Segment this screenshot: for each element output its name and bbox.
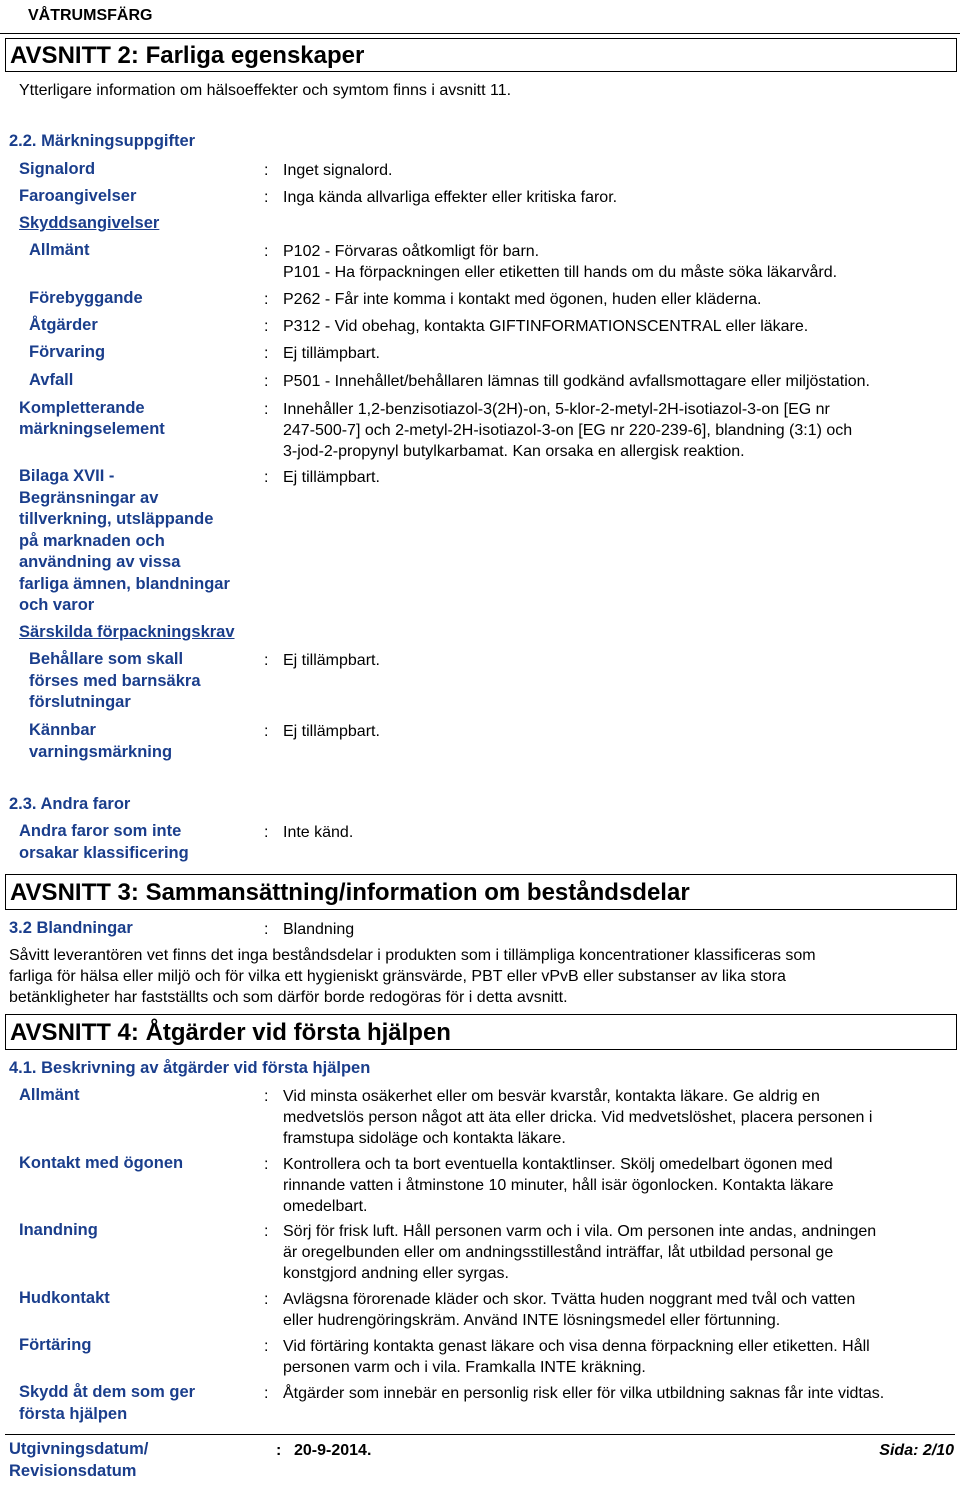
colon: : xyxy=(264,652,269,669)
label-kompletterande-1: Kompletterande xyxy=(19,399,145,417)
subheading-2-3: 2.3. Andra faror xyxy=(9,795,131,813)
value-line: Vid minsta osäkerhet eller om besvär kvarstår, kontakta läkare. Ge aldrig en xyxy=(283,1088,820,1105)
value-fortaring xyxy=(283,1336,870,1378)
section-2-header xyxy=(5,38,957,72)
colon: : xyxy=(264,469,269,486)
section-2-note: Ytterligare information om hälsoeffekter och symtom finns i avsnitt 11. xyxy=(19,82,512,99)
value-avfall: P501 - Innehållet/behållaren lämnas till godkänd avfallsmottagare eller miljöstation. xyxy=(283,373,870,390)
value-line: medvetslös person något att äta eller dricka. Vid medvetslöshet, placera personen i xyxy=(283,1109,873,1126)
label-line: farliga ämnen, blandningar xyxy=(19,574,230,593)
colon: : xyxy=(264,1385,269,1402)
label-forebyggande: Förebyggande xyxy=(29,289,143,307)
label-sarskilda-forpackningskrav: Särskilda förpackningskrav xyxy=(19,623,235,641)
label-behallare xyxy=(29,649,201,714)
label-line: användning av vissa xyxy=(19,553,181,571)
footer-label-line: Utgivningsdatum/ xyxy=(9,1440,149,1458)
value-allmant-1: P102 - Förvaras oåtkomligt för barn. xyxy=(283,243,540,260)
colon: : xyxy=(264,318,269,335)
value-hudkontakt xyxy=(283,1289,855,1331)
label-inandning: Inandning xyxy=(19,1221,98,1239)
value-line: omedelbart. xyxy=(283,1198,368,1215)
section-4-title: AVSNITT 4: Åtgärder vid första hjälpen xyxy=(10,1019,451,1046)
product-name: VÅTRUMSFÄRG xyxy=(28,7,153,24)
colon: : xyxy=(276,1442,282,1459)
label-line: och varor xyxy=(19,596,95,614)
paragraph-line: betänkligheter har fastställts och som därför borde redogöras för i detta avsnitt. xyxy=(9,989,568,1006)
value-line: personen varm och i vila. Framkalla INTE kräkning. xyxy=(283,1359,646,1376)
colon: : xyxy=(264,162,269,179)
value-atgarder: P312 - Vid obehag, kontakta GIFTINFORMATIONSCENTRAL eller läkare. xyxy=(283,318,809,335)
value-skydd-forsta-hjalpen: Åtgärder som innebär en personlig risk eller för vilka utbildning saknas får inte vidtas. xyxy=(283,1385,885,1402)
colon: : xyxy=(264,921,269,938)
value-line: konstgjord andning eller syrgas. xyxy=(283,1265,509,1282)
value-fh-allmant xyxy=(283,1086,872,1149)
label-kontakt-med-ogonen: Kontakt med ögonen xyxy=(19,1154,184,1172)
value-behallare: Ej tillämpbart. xyxy=(283,652,380,669)
label-kannbar xyxy=(29,720,172,763)
label-line: tillverkning, utsläppande xyxy=(19,510,214,528)
colon: : xyxy=(264,189,269,206)
colon: : xyxy=(264,824,269,841)
colon: : xyxy=(264,373,269,390)
label-line: på marknaden och xyxy=(19,531,165,550)
value-blandningar: Blandning xyxy=(283,921,355,938)
label-line: förslutningar xyxy=(29,693,131,711)
label-line: första hjälpen xyxy=(19,1404,128,1423)
paragraph-line: Såvitt leverantören vet finns det inga beståndsdelar i produkten som i tillämpliga koncentrationer klassificeras som xyxy=(9,947,816,964)
value-kompletterande-1: Innehåller 1,2-benzisotiazol-3(2H)-on, 5-klor-2-metyl-2H-isotiazol-3-on [EG nr xyxy=(283,401,830,418)
footer-label-line: Revisionsdatum xyxy=(9,1461,137,1480)
value-bilaga-xvii: Ej tillämpbart. xyxy=(283,469,380,486)
value-line: framstupa sidoläge och kontakta läkare. xyxy=(283,1130,566,1147)
label-forvaring: Förvaring xyxy=(29,343,106,361)
label-line: Behållare som skall xyxy=(29,650,184,668)
colon: : xyxy=(264,1156,269,1173)
label-line: förses med barnsäkra xyxy=(29,671,201,690)
value-kannbar: Ej tillämpbart. xyxy=(283,723,380,740)
subheading-2-2: 2.2. Märkningsuppgifter xyxy=(9,132,196,150)
value-line: är oregelbunden eller om andningsstillestånd inträffar, låt utbildad personal ge xyxy=(283,1244,834,1261)
colon: : xyxy=(264,723,269,740)
section-3-paragraph xyxy=(9,945,816,1008)
value-kompletterande-3: 3-jod-2-propynyl butylkarbamat. Kan orsaka en allergisk reaktion. xyxy=(283,443,745,460)
label-andra-faror xyxy=(19,821,189,864)
section-4-header xyxy=(5,1014,957,1050)
value-line: eller hudrengöringskräm. Använd INTE lösningsmedel eller förtunning. xyxy=(283,1312,781,1329)
label-signalord: Signalord xyxy=(19,160,96,178)
value-kompletterande-2: 247-500-7] och 2-metyl-2H-isotiazol-3-on [EG nr 220-239-6], blandning (3:1) och xyxy=(283,422,853,439)
value-line: Kontrollera och ta bort eventuella kontaktlinser. Skölj omedelbart ögonen med xyxy=(283,1156,833,1173)
value-signalord: Inget signalord. xyxy=(283,162,393,179)
footer-label xyxy=(9,1439,148,1482)
value-allmant-2: P101 - Ha förpackningen eller etiketten till hands om du måste söka läkarvård. xyxy=(283,264,838,281)
label-blandningar: 3.2 Blandningar xyxy=(9,919,133,937)
paragraph-line: farliga för hälsa eller miljö och för vilka ett hygieniskt gränsvärde, PBT eller vPvB eller substanser av lika stora xyxy=(9,968,786,985)
label-atgarder: Åtgärder xyxy=(29,316,98,334)
section-2-title: AVSNITT 2: Farliga egenskaper xyxy=(10,42,365,69)
value-line: Avlägsna förorenade kläder och skor. Tvätta huden noggrant med tvål och vatten xyxy=(283,1291,856,1308)
subheading-4-1: 4.1. Beskrivning av åtgärder vid första hjälpen xyxy=(9,1059,371,1077)
value-line: Sörj för frisk luft. Håll personen varm och i vila. Om personen inte andas, andningen xyxy=(283,1223,877,1240)
colon: : xyxy=(264,243,269,260)
value-line: rinnande vatten i åtminstone 10 minuter, håll isär ögonlocken. Kontakta läkare xyxy=(283,1177,834,1194)
label-line: Kännbar xyxy=(29,721,96,739)
section-3-title: AVSNITT 3: Sammansättning/information om beståndsdelar xyxy=(10,879,690,906)
value-forebyggande: P262 - Får inte komma i kontakt med ögonen, huden eller kläderna. xyxy=(283,291,762,308)
label-line: Bilaga XVII - xyxy=(19,467,115,485)
value-faroangivelser: Inga kända allvarliga effekter eller kritiska faror. xyxy=(283,189,618,206)
colon: : xyxy=(264,1291,269,1308)
label-skyddsangivelser: Skyddsangivelser xyxy=(19,214,160,232)
value-forvaring: Ej tillämpbart. xyxy=(283,345,380,362)
value-line: Vid förtäring kontakta genast läkare och visa denna förpackning eller etiketten. Håll xyxy=(283,1338,870,1355)
value-kontakt-med-ogonen xyxy=(283,1154,834,1217)
footer-page-number: Sida: 2/10 xyxy=(879,1442,954,1459)
colon: : xyxy=(264,401,269,418)
label-fortaring: Förtäring xyxy=(19,1336,92,1354)
label-bilaga-xvii xyxy=(19,466,230,617)
label-kompletterande-2: märkningselement xyxy=(19,420,165,438)
value-andra-faror: Inte känd. xyxy=(283,824,354,841)
label-line: Skydd åt dem som ger xyxy=(19,1383,196,1401)
label-faroangivelser: Faroangivelser xyxy=(19,187,137,205)
value-inandning xyxy=(283,1221,876,1284)
colon: : xyxy=(264,291,269,308)
colon: : xyxy=(264,1338,269,1355)
label-allmant: Allmänt xyxy=(29,241,90,259)
footer-date: 20-9-2014. xyxy=(294,1442,372,1459)
header-rule xyxy=(0,33,960,34)
label-line: varningsmärkning xyxy=(29,742,173,761)
colon: : xyxy=(264,1223,269,1240)
colon: : xyxy=(264,345,269,362)
label-hudkontakt: Hudkontakt xyxy=(19,1289,110,1307)
section-3-header xyxy=(5,874,957,910)
label-skydd-forsta-hjalpen xyxy=(19,1382,195,1425)
label-avfall: Avfall xyxy=(29,371,74,389)
label-fh-allmant: Allmänt xyxy=(19,1086,80,1104)
colon: : xyxy=(264,1088,269,1105)
label-line: Andra faror som inte xyxy=(19,822,182,840)
footer-rule xyxy=(5,1434,955,1435)
label-line: orsakar klassificering xyxy=(19,843,189,862)
label-line: Begränsningar av xyxy=(19,488,159,507)
